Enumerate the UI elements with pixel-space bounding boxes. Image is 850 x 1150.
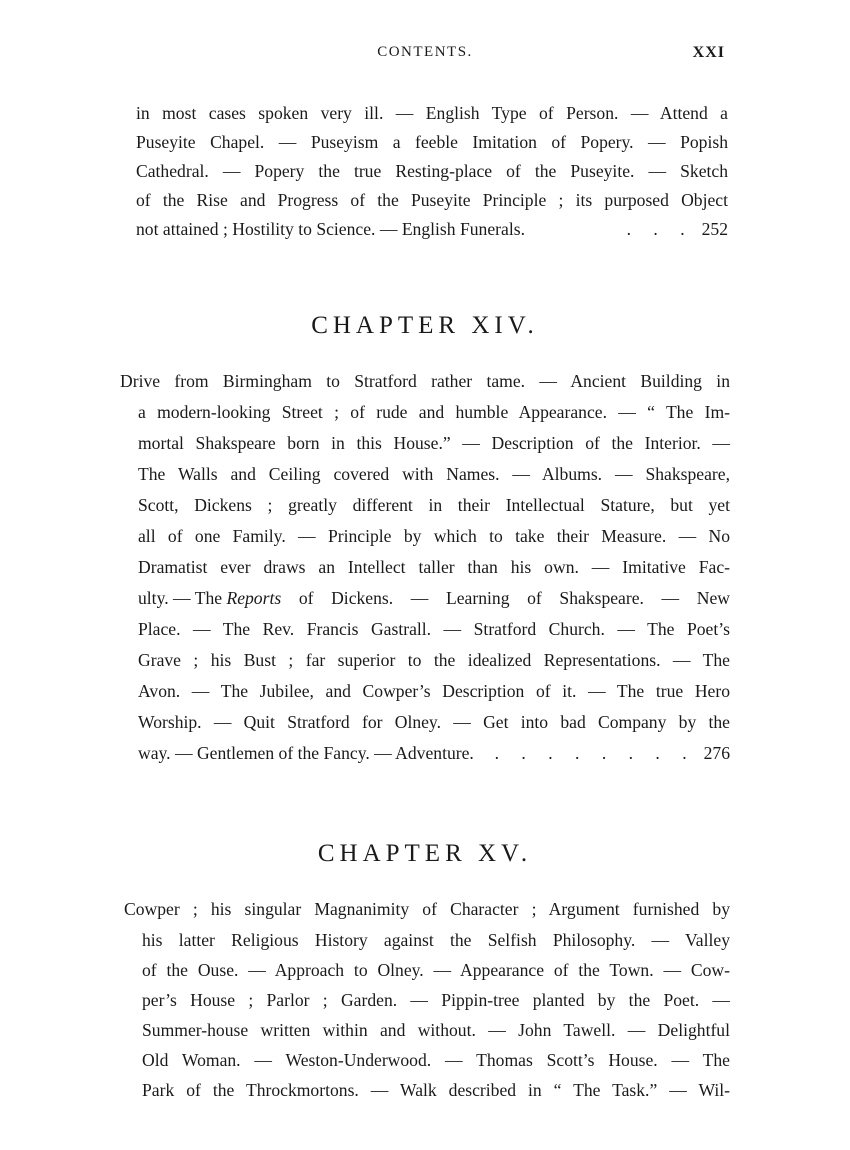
chapter-heading: CHAPTER XV.: [317, 840, 533, 867]
dot-leaders: . . .: [626, 219, 694, 239]
synopsis-line: Scott, Dickens ; greatly different in their Intellectual Stature, but yet: [138, 495, 730, 515]
synopsis-line: The Walls and Ceiling covered with Names. — Albums. — Shakspeare,: [138, 464, 730, 484]
synopsis-line: all of one Family. — Principle by which to take their Measure. — No: [138, 526, 730, 546]
entry-line: in most cases spoken very ill. — English Type of Person. — Attend a: [136, 103, 728, 123]
synopsis-line: per’s House ; Parlor ; Garden. — Pippin-tree planted by the Poet. —: [142, 990, 730, 1010]
chapter-page-number: 276: [703, 743, 730, 763]
synopsis-line: of the Ouse. — Approach to Olney. — Appearance of the Town. — Cow-: [142, 960, 730, 980]
entry-line: not attained ; Hostility to Science. — English Funerals.: [136, 219, 525, 239]
entry-line: Puseyite Chapel. — Puseyism a feeble Imitation of Popery. — Popish: [136, 132, 728, 152]
synopsis-line: Worship. — Quit Stratford for Olney. — Get into bad Company by the: [138, 712, 730, 732]
chapter-heading: CHAPTER XIV.: [311, 312, 539, 339]
synopsis-line: Summer-house written within and without. — John Tawell. — Delightful: [142, 1020, 730, 1040]
entry-line: Cathedral. — Popery the true Resting-place of the Puseyite. — Sketch: [136, 161, 728, 181]
synopsis-line: Cowper ; his singular Magnanimity of Character ; Argument furnished by: [124, 899, 730, 919]
synopsis-line: Dramatist ever draws an Intellect taller than his own. — Imitative Fac-: [138, 557, 730, 577]
synopsis-line: way. — Gentlemen of the Fancy. — Adventure.: [138, 743, 474, 763]
synopsis-italic-title: Reports: [226, 588, 282, 608]
synopsis-last-line: [138, 742, 730, 764]
synopsis-text: ulty. — The: [138, 588, 227, 608]
synopsis-line: Old Woman. — Weston-Underwood. — Thomas Scott’s House. — The: [142, 1050, 730, 1070]
synopsis-line: [138, 587, 730, 609]
synopsis-line: his latter Religious History against the Selfish Philosophy. — Valley: [142, 930, 730, 950]
page-number: XXI: [692, 44, 725, 61]
entry-page-number: 252: [701, 219, 728, 239]
synopsis-text: of Dickens. — Learning of Shakspeare. — New: [281, 588, 730, 608]
entry-last-line: [136, 218, 728, 240]
entry-line: of the Rise and Progress of the Puseyite Principle ; its purposed Object: [136, 190, 728, 210]
synopsis-line: Drive from Birmingham to Stratford rather tame. — Ancient Building in: [120, 371, 730, 391]
synopsis-line: Park of the Throckmortons. — Walk described in “ The Task.” — Wil-: [142, 1080, 730, 1100]
synopsis-line: Place. — The Rev. Francis Gastrall. — Stratford Church. — The Poet’s: [138, 619, 730, 639]
dot-leaders: . . . . . . . .: [494, 743, 696, 763]
synopsis-line: Avon. — The Jubilee, and Cowper’s Description of it. — The true Hero: [138, 681, 730, 701]
running-title: CONTENTS.: [377, 44, 473, 60]
synopsis-line: Grave ; his Bust ; far superior to the idealized Representations. — The: [138, 650, 730, 670]
running-head: [0, 44, 850, 68]
synopsis-line: mortal Shakspeare born in this House.” — Description of the Interior. —: [138, 433, 730, 453]
synopsis-line: a modern-looking Street ; of rude and humble Appearance. — “ The Im-: [138, 402, 730, 422]
